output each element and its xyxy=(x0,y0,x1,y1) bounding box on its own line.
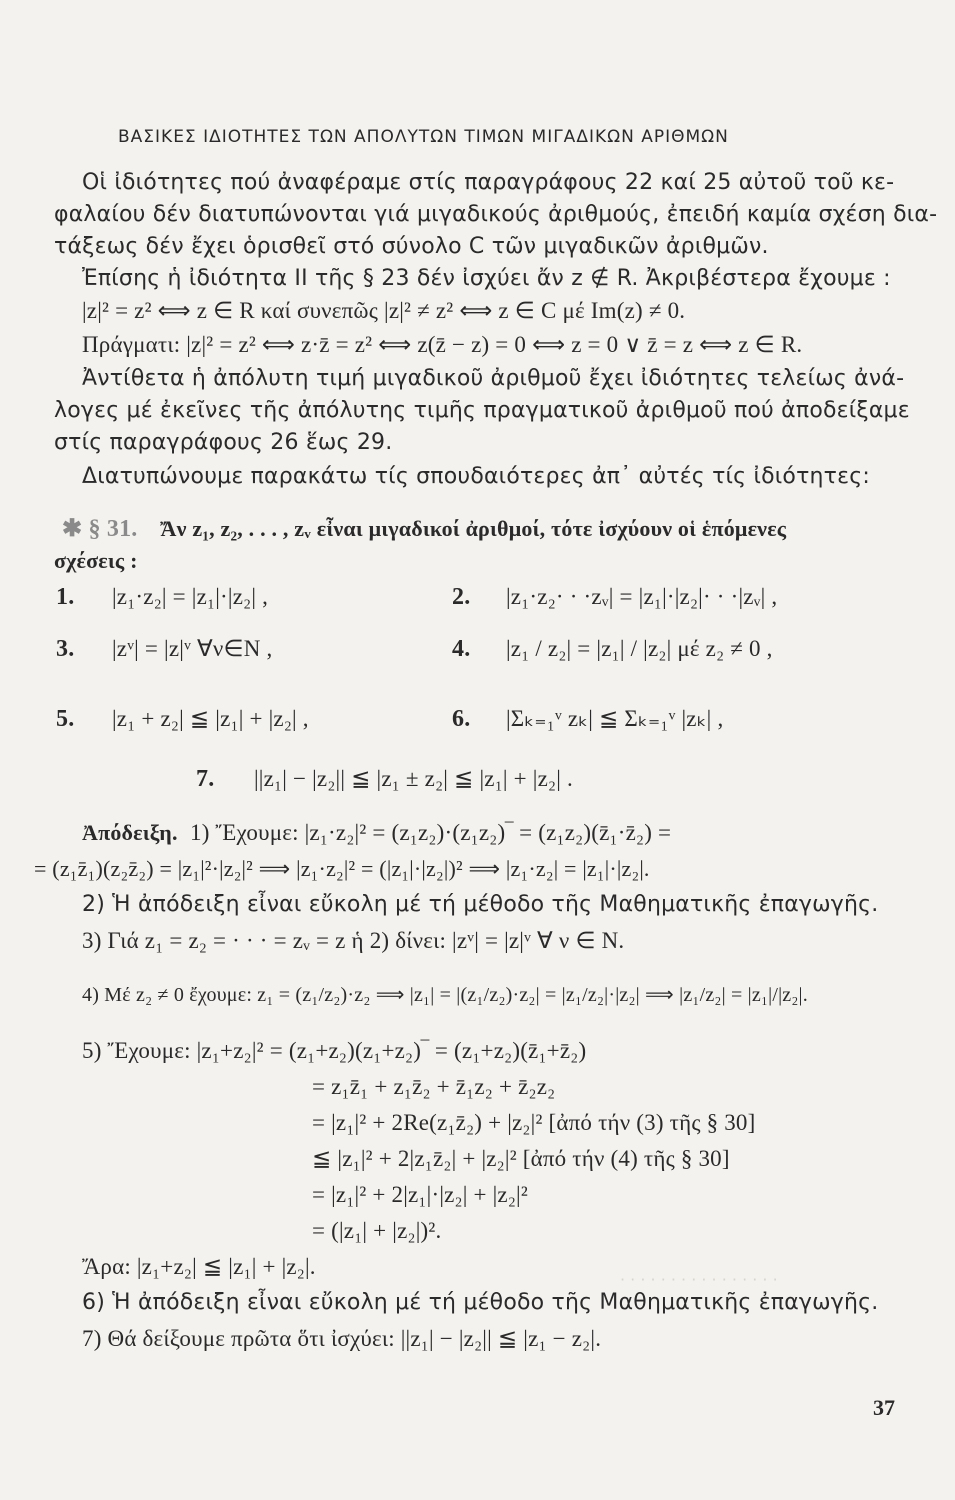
property-formula: |z₁·z₂· · ·zᵥ| = |z₁|·|z₂|· · ·|zᵥ| , xyxy=(506,584,778,609)
section-statement: Ἄν z₁, z₂, . . . , zᵥ εἶναι μιγαδικοί ἀριθμοί, τότε ἰσχύουν οἱ ἑπόμενες xyxy=(160,516,787,541)
intro-line: φαλαίου δέν διατυπώνονται γιά μιγαδικούς ἀριθμούς, ἐπειδή καμία σχέση δια- xyxy=(54,202,938,227)
proof-line: 1) Ἔχουμε: |z₁·z₂|² = (z₁z₂)·(z₁z₂)‾ = (z₁z₂)(z̄₁·z̄₂) = xyxy=(190,820,672,845)
property-formula: |z₁ + z₂| ≦ |z₁| + |z₂| , xyxy=(112,706,309,731)
paragraph-line: στίς παραγράφους 26 ἕως 29. xyxy=(54,430,393,455)
property-formula: |z₁·z₂| = |z₁|·|z₂| , xyxy=(112,584,269,609)
intro-line: Οἱ ἰδιότητες πού ἀναφέραμε στίς παραγράφους 22 καί 25 αὐτοῦ τοῦ κε- xyxy=(82,170,895,195)
equation-line: Πράγματι: |z|² = z² ⟺ z·z̄ = z² ⟺ z(z̄ − z) = 0 ⟺ z = 0 ∨ z̄ = z ⟺ z ∈ R. xyxy=(82,332,803,357)
proof-line: 5) Ἔχουμε: |z₁+z₂|² = (z₁+z₂)(z₁+z₂)‾ = (z₁+z₂)(z̄₁+z̄₂) xyxy=(82,1038,587,1063)
running-header: ΒΑΣΙΚΕΣ ΙΔΙΟΤΗΤΕΣ ΤΩΝ ΑΠΟΛΥΤΩΝ ΤΙΜΩΝ ΜΙΓΑΔΙΚΩΝ ΑΡΙΘΜΩΝ xyxy=(118,127,729,147)
section-mark: ✱ § 31. xyxy=(62,516,138,542)
proof-line: = (|z₁| + |z₂|)². xyxy=(312,1218,442,1243)
section-statement: σχέσεις : xyxy=(54,548,138,573)
property-number: 7. xyxy=(196,766,215,792)
property-number: 4. xyxy=(452,636,471,662)
property-formula: |z₁ / z₂| = |z₁| / |z₂| μέ z₂ ≠ 0 , xyxy=(506,636,773,661)
property-number: 1. xyxy=(56,584,75,610)
proof-line: = (z₁z̄₁)(z₂z̄₂) = |z₁|²·|z₂|² ⟹ |z₁·z₂|² = (|z₁|·|z₂|)² ⟹ |z₁·z₂| = |z₁|·|z₂|. xyxy=(34,856,650,881)
bleed-through-text: · · · · · · · · · · · · · · · · xyxy=(620,1270,778,1289)
proof-line: 3) Γιά z₁ = z₂ = · · · = zᵥ = z ἡ 2) δίνει: |zᵛ| = |z|ᵛ ∀ ν ∈ N. xyxy=(82,928,625,953)
property-number: 2. xyxy=(452,584,471,610)
property-number: 3. xyxy=(56,636,75,662)
proof-line: 4) Μέ z₂ ≠ 0 ἔχουμε: z₁ = (z₁/z₂)·z₂ ⟹ |z₁| = |(z₁/z₂)·z₂| = |z₁/z₂|·|z₂| ⟹ |z₁/z₂| = |z₁|/|z₂|. xyxy=(82,984,808,1006)
proof-line: 7) Θά δείξουμε πρῶτα ὅτι ἰσχύει: ||z₁| − |z₂|| ≦ |z₁ − z₂|. xyxy=(82,1326,602,1351)
intro-line: Ἐπίσης ἡ ἰδιότητα II τῆς § 23 δέν ἰσχύει ἄν z ∉ R. Ἀκριβέστερα ἔχουμε : xyxy=(82,266,891,291)
property-formula: ||z₁| − |z₂|| ≦ |z₁ ± z₂| ≦ |z₁| + |z₂| . xyxy=(254,766,573,791)
proof-line: = |z₁|² + 2Re(z₁z̄₂) + |z₂|² [ἀπό τήν (3) τῆς § 30] xyxy=(312,1110,756,1135)
proof-line: 2) Ἡ ἀπόδειξη εἶναι εὔκολη μέ τή μέθοδο τῆς Μαθηματικῆς ἐπαγωγῆς. xyxy=(82,892,879,917)
equation-line: |z|² = z² ⟺ z ∈ R καί συνεπῶς |z|² ≠ z² ⟺ z ∈ C μέ Im(z) ≠ 0. xyxy=(82,298,686,323)
property-number: 5. xyxy=(56,706,75,732)
property-formula: |Σₖ₌₁ᵛ zₖ| ≦ Σₖ₌₁ᵛ |zₖ| , xyxy=(506,706,724,731)
paragraph-line: Διατυπώνουμε παρακάτω τίς σπουδαιότερες ἀπ᾿ αὐτές τίς ἰδιότητες: xyxy=(82,464,870,489)
proof-line: ≦ |z₁|² + 2|z₁z̄₂| + |z₂|² [ἀπό τήν (4) τῆς § 30] xyxy=(312,1146,730,1171)
property-formula: |zᵛ| = |z|ᵛ ∀ν∈N , xyxy=(112,636,273,661)
paragraph-line: Ἀντίθετα ἡ ἀπόλυτη τιμή μιγαδικοῦ ἀριθμοῦ ἔχει ἰδιότητες τελείως ἀνά- xyxy=(82,366,905,391)
proof-label: Ἀπόδειξη. xyxy=(82,820,178,845)
proof-line: = |z₁|² + 2|z₁|·|z₂| + |z₂|² xyxy=(312,1182,528,1207)
paragraph-line: λογες μέ ἐκεῖνες τῆς ἀπόλυτης τιμῆς πραγματικοῦ ἀριθμοῦ πού ἀποδείξαμε xyxy=(54,398,910,423)
proof-line: 6) Ἡ ἀπόδειξη εἶναι εὔκολη μέ τή μέθοδο τῆς Μαθηματικῆς ἐπαγωγῆς. xyxy=(82,1290,879,1315)
proof-line: = z₁z̄₁ + z₁z̄₂ + z̄₁z₂ + z̄₂z₂ xyxy=(312,1074,556,1099)
page-number: 37 xyxy=(873,1395,895,1420)
intro-line: τάξεως δέν ἔχει ὁρισθεῖ στό σύνολο C τῶν μιγαδικῶν ἀριθμῶν. xyxy=(54,234,769,259)
proof-line: Ἄρα: |z₁+z₂| ≦ |z₁| + |z₂|. xyxy=(82,1254,316,1279)
property-number: 6. xyxy=(452,706,471,732)
